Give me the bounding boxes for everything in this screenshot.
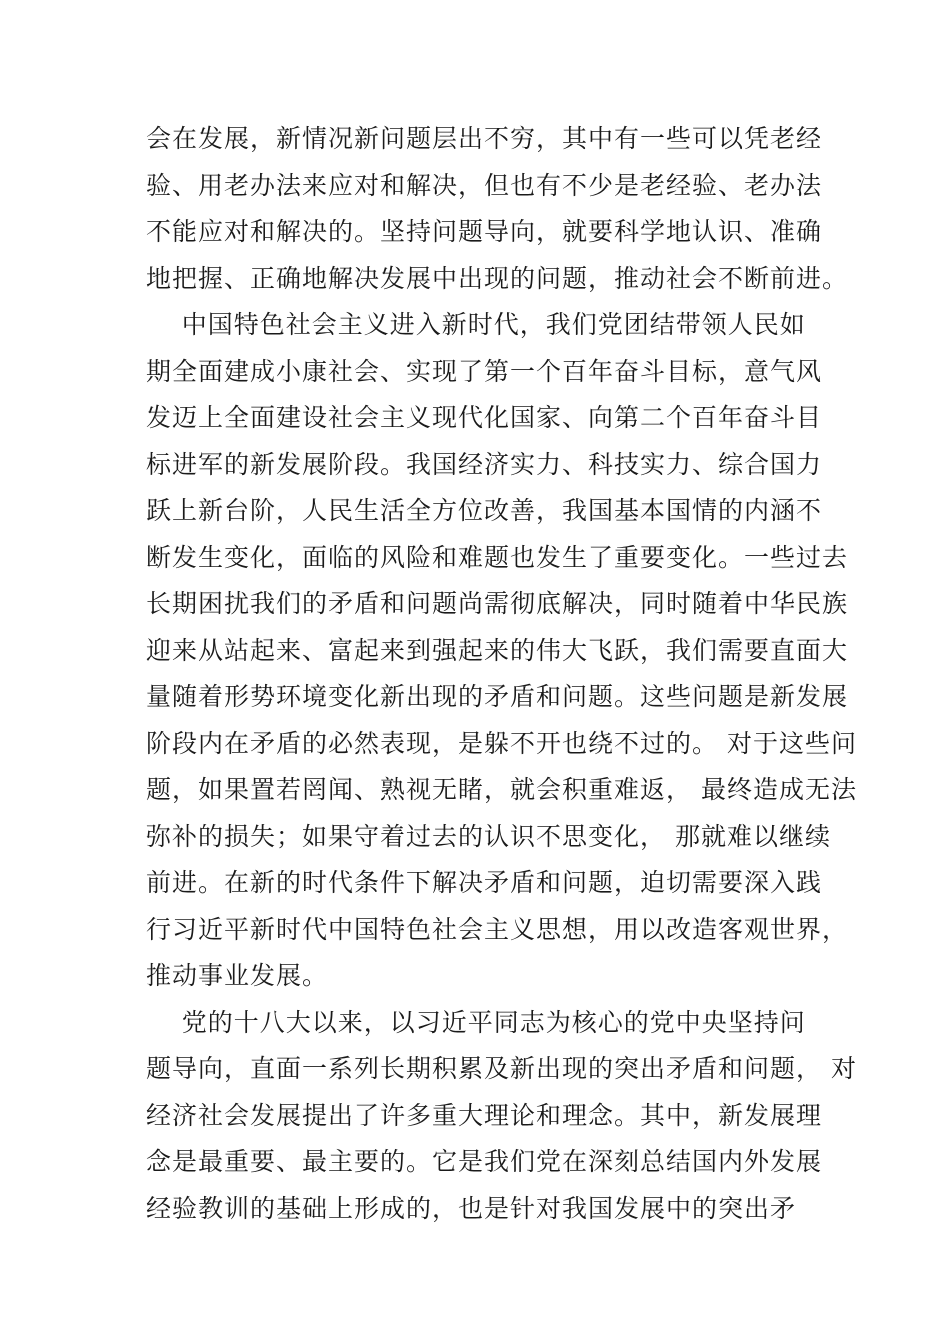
text-line: 经验教训的基础上形成的，也是针对我国发展中的突出矛 bbox=[146, 1193, 797, 1223]
text-line: 标进军的新发展阶段。我国经济实力、科技实力、综合国力 bbox=[146, 449, 823, 479]
text-line: 经济社会发展提出了许多重大理论和理念。其中，新发展理 bbox=[146, 1100, 823, 1130]
text-line: 党的十八大以来，以习近平同志为核心的党中央坚持问 bbox=[146, 1007, 806, 1037]
text-line: 量随着形势环境变化新出现的矛盾和问题。这些问题是新发展 bbox=[146, 682, 849, 711]
text-line: 不能应对和解决的。坚持问题导向，就要科学地认识、准确 bbox=[146, 217, 823, 246]
body-text bbox=[146, 116, 857, 1232]
text-line: 验、用老办法来应对和解决，但也有不少是老经验、老办法 bbox=[146, 170, 823, 200]
text-line: 迎来从站起来、富起来到强起来的伟大飞跃，我们需要直面大 bbox=[146, 635, 849, 665]
text-line: 会在发展，新情况新问题层出不穷，其中有一些可以凭老经 bbox=[146, 124, 823, 153]
text-line: 念是最重要、最主要的。它是我们党在深刻总结国内外发展 bbox=[146, 1147, 823, 1176]
text-line: 中国特色社会主义进入新时代，我们党团结带领人民如 bbox=[146, 310, 806, 339]
text-line: 弥补的损失；如果守着过去的认识不思变化， 那就难以继续 bbox=[146, 821, 831, 851]
text-line: 长期困扰我们的矛盾和问题尚需彻底解决，同时随着中华民族 bbox=[146, 589, 849, 618]
text-line: 题导向，直面一系列长期积累及新出现的突出矛盾和问题， 对 bbox=[146, 1054, 857, 1083]
text-line: 跃上新台阶，人民生活全方位改善，我国基本国情的内涵不 bbox=[146, 496, 823, 525]
text-line: 期全面建成小康社会、实现了第一个百年奋斗目标，意气风 bbox=[146, 356, 823, 386]
text-line: 发迈上全面建设社会主义现代化国家、向第二个百年奋斗目 bbox=[146, 403, 823, 432]
text-line: 行习近平新时代中国特色社会主义思想，用以改造客观世界， bbox=[146, 914, 849, 944]
text-line: 断发生变化，面临的风险和难题也发生了重要变化。一些过去 bbox=[146, 542, 849, 572]
text-line: 推动事业发展。 bbox=[146, 961, 329, 990]
text-line: 地把握、正确地解决发展中出现的问题，推动社会不断前进。 bbox=[146, 263, 849, 293]
text-line: 前进。在新的时代条件下解决矛盾和问题，迫切需要深入践 bbox=[146, 868, 823, 897]
text-line: 阶段内在矛盾的必然表现，是躲不开也绕不过的。 对于这些问 bbox=[146, 728, 857, 758]
text-line: 题，如果置若罔闻、熟视无睹，就会积重难返， 最终造成无法 bbox=[146, 775, 857, 804]
